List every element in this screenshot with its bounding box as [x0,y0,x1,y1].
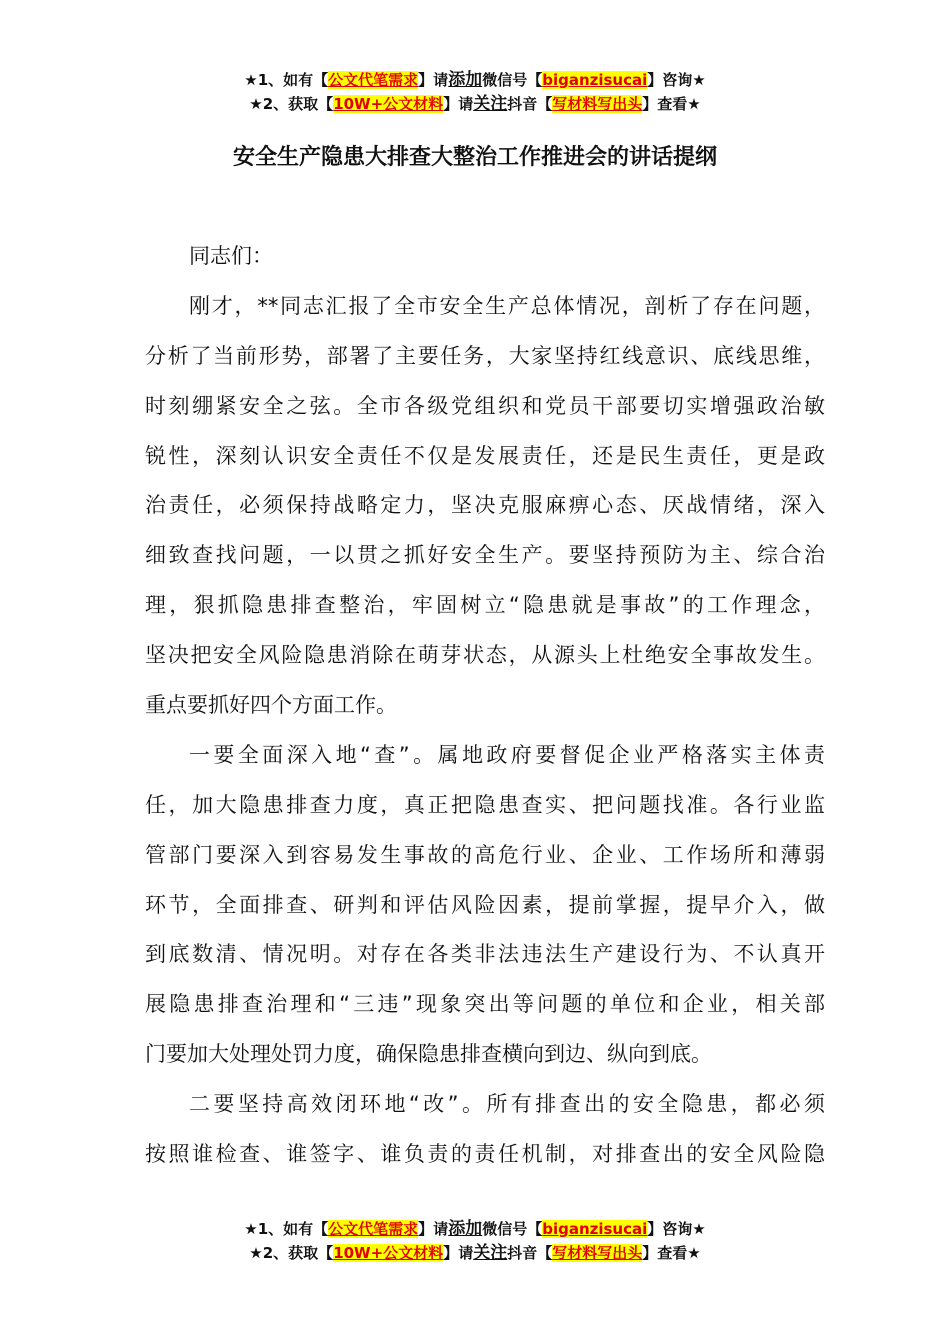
body-line: 到底数清、情况明。对存在各类非法违法生产建设行为、不认真开 [145,942,825,967]
body-line: 展隐患排查治理和“三违”现象突出等问题的单位和企业，相关部 [145,992,825,1017]
body-line: 重点要抓好四个方面工作。 [145,693,397,718]
body-line: 锐性，深刻认识安全责任不仅是发展责任，还是民生责任，更是政 [145,443,825,468]
promo-line-2: ★2、获取【10W+公文材料】请关注抖音【写材料写出头】查看★ [249,1243,701,1263]
body-line: 刚才，**同志汇报了全市安全生产总体情况，剖析了存在问题， [189,293,825,318]
promo-banner-bottom [0,1217,950,1265]
body-line: 分析了当前形势，部署了主要任务，大家坚持红线意识、底线思维， [145,343,825,368]
body-line: 细致查找问题，一以贯之抓好安全生产。要坚持预防为主、综合治 [145,543,825,568]
body-line: 任，加大隐患排查力度，真正把隐患查实、把问题找准。各行业监 [145,792,825,817]
body-line: 环节，全面排查、研判和评估风险因素，提前掌握，提早介入，做 [145,892,825,917]
body-line: 一要全面深入地“查”。属地政府要督促企业严格落实主体责 [189,742,825,767]
body-line: 时刻绷紧安全之弦。全市各级党组织和党员干部要切实增强政治敏 [145,393,825,418]
body-line: 二要坚持高效闭环地“改”。所有排查出的安全隐患，都必须 [189,1092,825,1117]
promo-banner-top [0,68,950,116]
body-line: 门要加大处理处罚力度，确保隐患排查横向到边、纵向到底。 [145,1042,712,1067]
document-title: 安全生产隐患大排查大整治工作推进会的讲话提纲 [232,145,717,170]
promo-line-2: ★2、获取【10W+公文材料】请关注抖音【写材料写出头】查看★ [249,94,701,114]
promo-line-1: ★1、如有【公文代笔需求】请添加微信号【biganzisucai】咨询★ [244,70,706,90]
salutation: 同志们： [189,244,273,268]
document-body [145,238,825,1186]
body-line: 治责任，必须保持战略定力，坚决克服麻痹心态、厌战情绪，深入 [145,493,825,518]
body-line: 理，狠抓隐患排查整治，牢固树立“隐患就是事故”的工作理念， [145,593,825,618]
body-line: 管部门要深入到容易发生事故的高危行业、企业、工作场所和薄弱 [145,842,825,867]
body-line: 坚决把安全风险隐患消除在萌芽状态，从源头上杜绝安全事故发生。 [145,643,825,668]
promo-line-1: ★1、如有【公文代笔需求】请添加微信号【biganzisucai】咨询★ [244,1219,706,1239]
body-line: 按照谁检查、谁签字、谁负责的责任机制，对排查出的安全风险隐 [145,1142,825,1167]
